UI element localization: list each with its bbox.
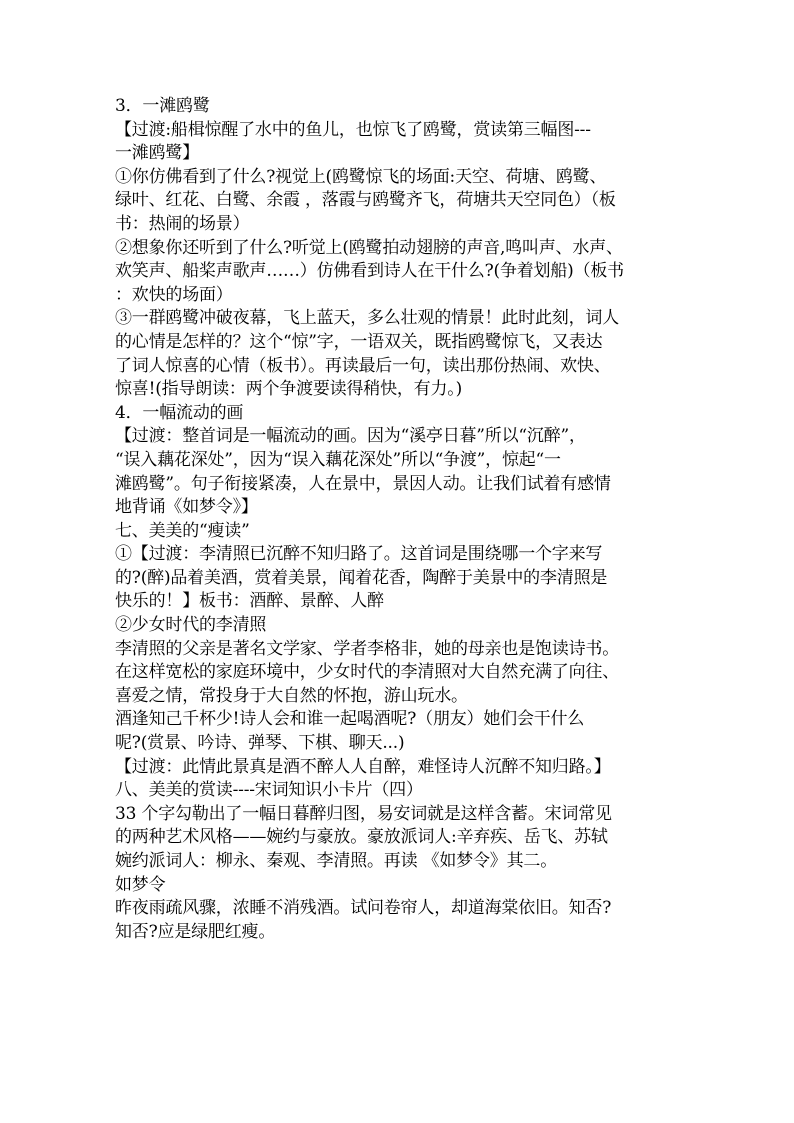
text-line: ①你仿佛看到了什么?视觉上(鸥鹭惊飞的场面:天空、荷塘、鸥鹭、 bbox=[115, 166, 607, 187]
text-line: 书：热闹的场景） bbox=[115, 213, 250, 234]
text-line: “误入藕花深处”，因为“误入藕花深处”所以“争渡”，惊起“一 bbox=[115, 449, 561, 470]
section-heading-8: 八、美美的赏读----宋词知识小卡片（四） bbox=[115, 780, 423, 801]
text-line: 婉约派词人：柳永、秦观、李清照。再读 《如梦令》其二。 bbox=[115, 851, 558, 871]
poem-title: 如梦令 bbox=[115, 874, 166, 895]
text-line: 欢笑声、船桨声歌声……）仿佛看到诗人在干什么?(争着划船)（板书 bbox=[115, 261, 624, 282]
poem-line: 知否?应是绿肥红瘦。 bbox=[115, 921, 276, 942]
text-line: 一滩鸥鹭】 bbox=[115, 143, 199, 164]
section-heading-7: 七、美美的“瘦读” bbox=[115, 520, 250, 541]
text-line: ②想象你还听到了什么?听觉上(鸥鹭拍动翅膀的声音,鸣叫声、水声、 bbox=[115, 237, 623, 258]
text-line: 的两种艺术风格——婉约与豪放。豪放派词人:辛弃疾、岳飞、苏轼 bbox=[115, 827, 608, 848]
text-line: ①【过渡：李清照已沉醉不知归路了。这首词是围绕哪一个字来写 bbox=[115, 544, 603, 565]
text-line: ③一群鸥鹭冲破夜幕，飞上蓝天，多么壮观的情景！此时此刻，词人 bbox=[115, 308, 619, 329]
text-line: 喜爱之情，常投身于大自然的怀抱，游山玩水。 bbox=[115, 685, 468, 706]
text-line: 的?(醉)品着美酒，赏着美景，闻着花香，陶醉于美景中的李清照是 bbox=[115, 567, 608, 588]
text-line: 在这样宽松的家庭环境中，少女时代的李清照对大自然充满了向往、 bbox=[115, 662, 619, 683]
text-line: 【过渡:船楫惊醒了水中的鱼儿，也惊飞了鸥鹭，赏读第三幅图--- bbox=[115, 119, 591, 140]
text-line: 酒逢知己千杯少!诗人会和谁一起喝酒呢?（朋友）她们会干什么 bbox=[115, 709, 585, 730]
text-line: 李清照的父亲是著名文学家、学者李格非，她的母亲也是饱读诗书。 bbox=[115, 638, 619, 659]
text-line: 惊喜!(指导朗读：两个争渡要读得稍快，有力。) bbox=[115, 379, 462, 400]
text-line: 绿叶、红花、白鹭、余霞 ，落霞与鸥鹭齐飞，荷塘共天空同色）（板 bbox=[115, 190, 616, 211]
text-line: 【过渡：此情此景真是酒不醉人人自醉，难怪诗人沉醉不知归路。】 bbox=[115, 756, 611, 777]
text-line: 了词人惊喜的心情（板书）。再读最后一句，读出那份热闹、欢快、 bbox=[115, 355, 611, 376]
text-line: 【过渡：整首词是一幅流动的画。因为“溪亭日暮”所以“沉醉”， bbox=[115, 426, 586, 447]
section-heading-3: 3．一滩鸥鹭 bbox=[115, 96, 210, 116]
text-line: 呢?(赏景、吟诗、弹琴、下棋、聊天...) bbox=[115, 733, 405, 754]
poem-line: 昨夜雨疏风骤，浓睡不消残酒。试问卷帘人，却道海棠依旧。知否? bbox=[115, 898, 612, 919]
text-line: ②少女时代的李清照 bbox=[115, 615, 267, 636]
section-heading-4: 4．一幅流动的画 bbox=[115, 402, 244, 423]
text-line: ：欢快的场面） bbox=[115, 284, 233, 305]
text-line: 快乐的！】板书：酒醉、景醉、人醉 bbox=[115, 591, 384, 612]
text-line: 33 个字勾勒出了一幅日暮醉归图，易安词就是这样含蓄。宋词常见 bbox=[115, 803, 612, 824]
document-page bbox=[115, 95, 685, 944]
text-line: 的心情是怎样的？这个“惊”字，一语双关，既指鸥鹭惊飞，又表达 bbox=[115, 331, 603, 352]
text-line: 滩鸥鹭”。句子衔接紧凑，人在景中，景因人动。让我们试着有感情 bbox=[115, 473, 611, 494]
text-line: 地背诵《如梦令》】 bbox=[115, 497, 258, 518]
